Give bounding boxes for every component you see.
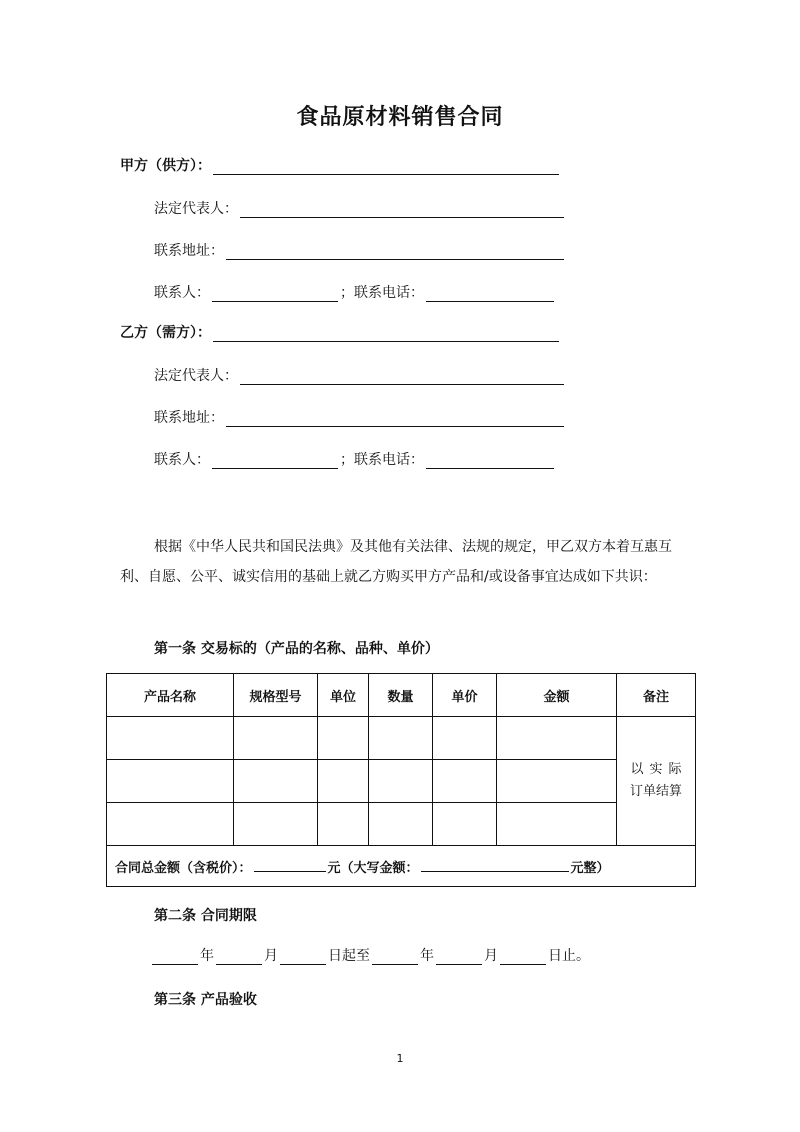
amount-cell[interactable] <box>497 760 617 803</box>
table-row <box>107 717 696 760</box>
product-name-cell[interactable] <box>107 803 234 846</box>
party-b-phone-field[interactable] <box>426 452 554 469</box>
intro-paragraph: 根据《中华人民共和国民法典》及其他有关法律、法规的规定，甲乙双方本着互惠互利、自愿、公平、诚实信用的基础上就乙方购买甲方产品和/或设备事宜达成如下共识： <box>120 539 672 585</box>
total-amount-cell <box>107 846 696 887</box>
party-a-contact-label: 联系人： <box>154 285 210 301</box>
total-end-label: 元整） <box>570 860 610 876</box>
end-day-field[interactable] <box>500 948 546 965</box>
party-b-contact-label: 联系人： <box>154 452 210 468</box>
quantity-cell[interactable] <box>369 717 433 760</box>
total-label: 合同总金额（含税价）： <box>115 860 252 876</box>
quantity-cell[interactable] <box>369 760 433 803</box>
year-label-2: 年 <box>420 948 434 964</box>
header-quantity: 数量 <box>369 674 433 717</box>
year-label: 年 <box>200 948 214 964</box>
party-a-legal-rep-label: 法定代表人： <box>154 201 238 217</box>
party-b-legal-rep-field[interactable] <box>240 368 564 385</box>
party-b-address-line <box>154 407 566 427</box>
product-name-cell[interactable] <box>107 717 234 760</box>
spec-model-cell[interactable] <box>234 717 318 760</box>
month-label-2: 月 <box>484 948 498 964</box>
start-month-field[interactable] <box>216 948 262 965</box>
header-amount: 金额 <box>497 674 617 717</box>
start-year-field[interactable] <box>152 948 198 965</box>
header-spec-model: 规格型号 <box>234 674 318 717</box>
spec-model-cell[interactable] <box>234 803 318 846</box>
contract-period-line <box>150 945 590 965</box>
article-3-heading: 第三条 产品验收 <box>154 992 257 1008</box>
party-b-address-label: 联系地址： <box>154 410 224 426</box>
party-a-legal-rep-line <box>154 198 566 218</box>
party-a-phone-label: ；联系电话： <box>340 285 424 301</box>
party-a-contact-field[interactable] <box>212 285 338 302</box>
party-a-legal-rep-field[interactable] <box>240 201 564 218</box>
from-day-label: 日起至 <box>328 948 370 964</box>
total-unit-label: 元（大写金额： <box>327 860 419 876</box>
unit-price-cell[interactable] <box>433 803 497 846</box>
party-b-line <box>120 322 561 342</box>
table-header-row <box>107 674 696 717</box>
page-number: 1 <box>396 1052 404 1065</box>
party-a-phone-field[interactable] <box>426 285 554 302</box>
party-a-line <box>120 155 561 175</box>
remarks-cell <box>617 717 696 846</box>
party-a-address-line <box>154 240 566 260</box>
table-row <box>107 803 696 846</box>
party-a-address-label: 联系地址： <box>154 243 224 259</box>
end-year-field[interactable] <box>372 948 418 965</box>
end-month-field[interactable] <box>436 948 482 965</box>
header-remarks: 备注 <box>617 674 696 717</box>
amount-cell[interactable] <box>497 717 617 760</box>
party-b-contact-field[interactable] <box>212 452 338 469</box>
goods-table <box>106 673 696 887</box>
product-name-cell[interactable] <box>107 760 234 803</box>
quantity-cell[interactable] <box>369 803 433 846</box>
party-a-address-field[interactable] <box>226 243 564 260</box>
month-label: 月 <box>264 948 278 964</box>
header-unit-price: 单价 <box>433 674 497 717</box>
table-row <box>107 760 696 803</box>
start-day-field[interactable] <box>280 948 326 965</box>
party-b-address-field[interactable] <box>226 410 564 427</box>
party-a-name-field[interactable] <box>213 158 559 175</box>
document-title: 食品原材料销售合同 <box>296 105 504 130</box>
amount-cell[interactable] <box>497 803 617 846</box>
party-a-label: 甲方（供方）： <box>120 158 211 174</box>
header-unit: 单位 <box>318 674 369 717</box>
party-b-label: 乙方（需方）： <box>120 325 211 341</box>
remarks-line-1: 以实际 <box>630 762 688 777</box>
total-amount-field[interactable] <box>254 857 326 872</box>
party-b-legal-rep-line <box>154 365 566 385</box>
party-a-contact-line <box>154 282 556 302</box>
header-product-name: 产品名称 <box>107 674 234 717</box>
remarks-line-2: 订单结算 <box>629 784 682 799</box>
party-b-name-field[interactable] <box>213 325 559 342</box>
party-b-legal-rep-label: 法定代表人： <box>154 368 238 384</box>
to-day-label: 日止。 <box>548 948 590 964</box>
unit-cell[interactable] <box>318 760 369 803</box>
unit-price-cell[interactable] <box>433 760 497 803</box>
article-1-heading: 第一条 交易标的（产品的名称、品种、单价） <box>154 641 439 657</box>
total-row <box>107 846 696 887</box>
party-b-contact-line <box>154 449 556 469</box>
total-amount-words-field[interactable] <box>421 857 569 872</box>
unit-cell[interactable] <box>318 803 369 846</box>
unit-price-cell[interactable] <box>433 717 497 760</box>
article-2-heading: 第二条 合同期限 <box>154 908 257 924</box>
party-b-phone-label: ；联系电话： <box>340 452 424 468</box>
unit-cell[interactable] <box>318 717 369 760</box>
spec-model-cell[interactable] <box>234 760 318 803</box>
